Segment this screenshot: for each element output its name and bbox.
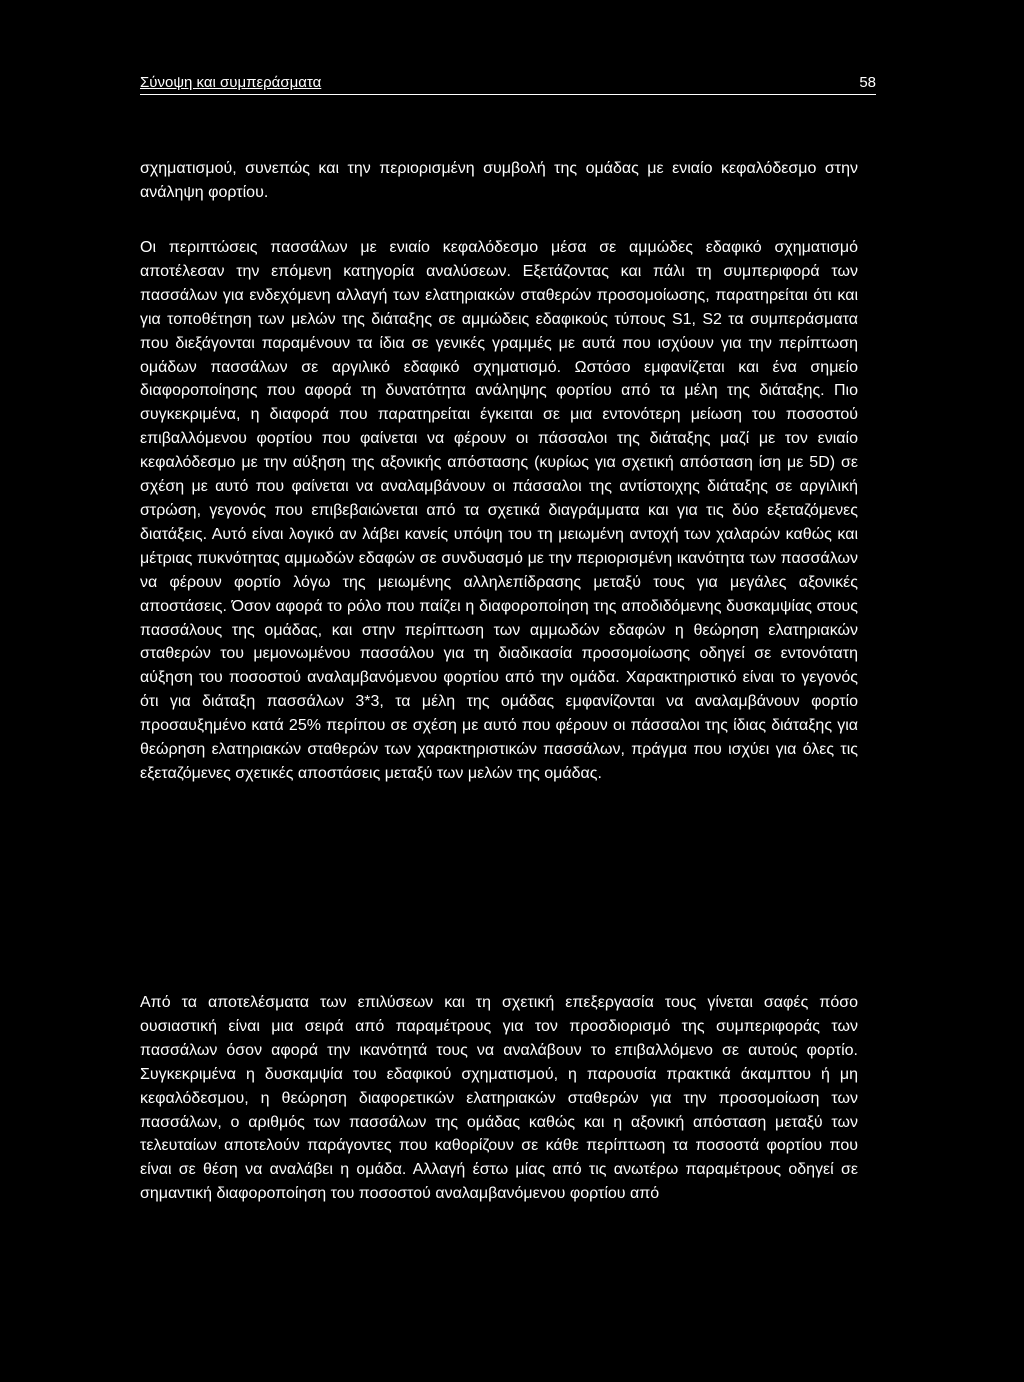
paragraph-continuation: σχηματισμού, συνεπώς και την περιορισμένη συμβολή της ομάδας με ενιαίο κεφαλόδεσμο στην ανάληψη φορτίου. xyxy=(140,160,858,201)
running-header xyxy=(140,72,876,95)
section-title: Σύνοψη και συμπεράσματα xyxy=(140,74,322,91)
paragraph-sandy-soil-analysis: Οι περιπτώσεις πασσάλων με ενιαίο κεφαλόδεσμο μέσα σε αμμώδες εδαφικό σχηματισμό αποτέλεσαν την επόμενη κατηγορία αναλύσεων. Εξετάζοντας και πάλι τη συμπεριφορά των πασσάλων για ενδεχόμενη αλλαγή των ελατηριακών σταθερών προσομοίωσης, παρατηρείται ότι και για τοποθέτηση των μελών της διάταξης σε αμμώδεις εδαφικούς τύπους S1, S2 τα συμπεράσματα που διεξάγονται παραμένουν τα ίδια σε γενικές γραμμές με αυτά που ισχύουν για την περίπτωση ομάδων πασσάλων σε αργιλικό εδαφικό σχηματισμό. Ωστόσο εμφανίζεται και ένα σημείο διαφοροποίησης που αφορά τη δυνατότητα ανάληψης φορτίου από τα μέλη της διάταξης. Πιο συγκεκριμένα, η διαφορά που παρατηρείται έγκειται σε μια εντονότερη μείωση του ποσοστού επιβαλλόμενου φορτίου που φαίνεται να φέρουν οι πάσσαλοι της διάταξης μαζί με τον ενιαίο κεφαλόδεσμο με την αύξηση της αξονικής απόστασης (κυρίως για σχετική απόσταση ίση με 5D) σε σχέση με αυτό που φαίνεται να αναλαμβάνουν οι πάσσαλοι της αντίστοιχης διάταξης σε αργιλική στρώση, γεγονός που επιβεβαιώνεται από τα σχετικά διαγράμματα και για τις δύο εξεταζόμενες διατάξεις. Αυτό είναι λογικό αν λάβει κανείς υπόψη του τη μειωμένη αντοχή των χαλαρών καθώς και μέτριας πυκνότητας αμμωδών εδαφών σε συνδυασμό με την περιορισμένη ικανότητα των πασσάλων να φέρουν φορτίο λόγω της μειωμένης αλληλεπίδρασης μεταξύ τους για μεγάλες αξονικές αποστάσεις. Όσον αφορά το ρόλο που παίζει η διαφοροποίηση της αποδιδόμενης δυσκαμψίας στους πασσάλους της ομάδας, και στην περίπτωση των αμμωδών εδαφών η θεώρηση ελατηριακών σταθερών του μεμονωμένου πασσάλου για τη διαδικασία προσομοίωσης οδηγεί σε εντονότατη αύξηση του ποσοστού αναλαμβανόμενου φορτίου από την ομάδα. Χαρακτηριστικό είναι το γεγονός ότι για διάταξη πασσάλων 3*3, τα μέλη της ομάδας εμφανίζονται να αναλαμβάνουν φορτίο προσαυξημένο κατά 25% περίπου σε σχέση με αυτό που φέρουν οι πάσσαλοι της ίδιας διάταξης για θεώρηση ελατηριακών σταθερών των χαρακτηριστικών πασσάλων, πράγμα που ισχύει για όλες τις εξεταζόμενες σχετικές αποστάσεις μεταξύ των μελών της ομάδας. xyxy=(140,239,858,782)
paragraph-parameters-summary: Από τα αποτελέσματα των επιλύσεων και τη σχετική επεξεργασία τους γίνεται σαφές πόσο ουσιαστική είναι μια σειρά από παραμέτρους για τον προσδιορισμό της συμπεριφοράς των πασσάλων όσον αφορά την ικανότητά τους να αναλάβουν το επιβαλλόμενο σε αυτούς φορτίο. Συγκεκριμένα η δυσκαμψία του εδαφικού σχηματισμού, η παρουσία πρακτικά άκαμπτου ή μη κεφαλόδεσμου, η θεώρηση διαφορετικών ελατηριακών σταθερών για την προσομοίωση των πασσάλων, ο αριθμός των πασσάλων της ομάδας καθώς και η αξονική απόσταση μεταξύ των τελευταίων αποτελούν παράγοντες που καθορίζουν σε κάθε περίπτωση τα ποσοστά φορτίου που είναι σε θέση να αναλάβει η ομάδα. Αλλαγή έστω μίας από τις ανωτέρω παραμέτρους οδηγεί σε σημαντική διαφοροποίηση του ποσοστού αναλαμβανόμενου φορτίου από xyxy=(140,994,858,1203)
page-number: 58 xyxy=(859,74,876,91)
